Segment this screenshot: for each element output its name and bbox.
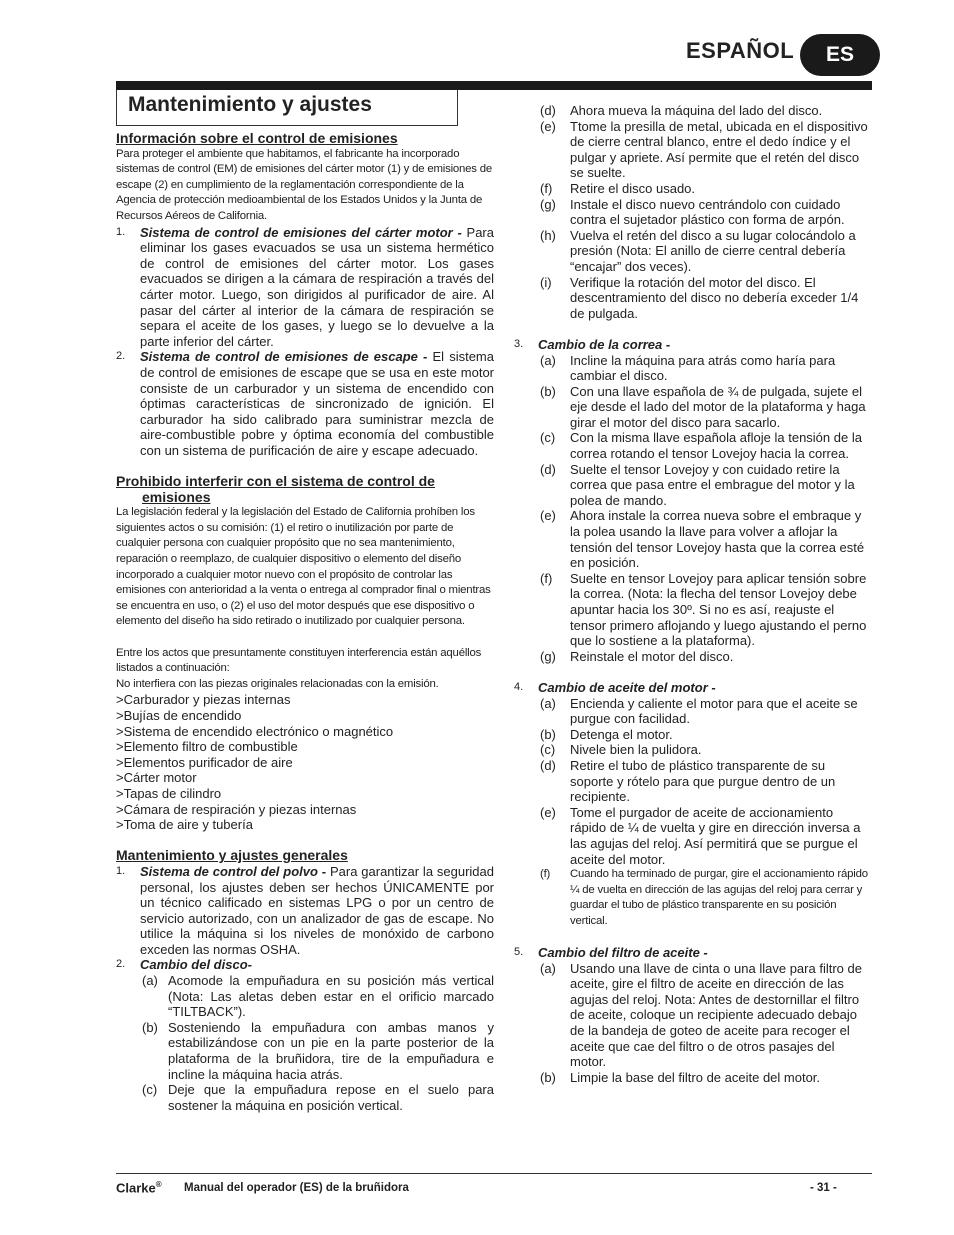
step-letter: (h) — [540, 227, 556, 243]
disc-step — [514, 103, 872, 119]
step-text: Tome el purgador de aceite de accionamiento rápido de ¼ de vuelta y gire en dirección inversa a las agujas del reloj. Así permitirá que se purgue el aceite del motor. — [570, 804, 861, 867]
item-title: Cambio del disco- — [140, 957, 252, 973]
step-letter: (a) — [540, 352, 556, 368]
step-text: Retire el tubo de plástico transparente de su soporte y rótelo para que purgue dentro de un recipiente. — [570, 757, 836, 805]
list-item: >Elemento filtro de combustible — [116, 739, 298, 755]
oil-step — [514, 758, 872, 805]
emissions-intro: Para proteger el ambiente que habitamos, el fabricante ha incorporado sistemas de control (EM) de emisiones del cárter motor (1) y de emisiones de escape (2) en cumplimiento de la reglamentación correspondiente de la Agencia de protección medioambiental de los Estados Unidos y la Junta de Recursos Aéreos de California. — [116, 147, 493, 222]
belt-step — [514, 353, 872, 384]
disc-step — [514, 275, 872, 322]
step-letter: (b) — [142, 1019, 158, 1035]
disc-step — [116, 1020, 494, 1082]
right-column — [514, 103, 872, 1085]
step-text: Detenga el motor. — [570, 726, 673, 742]
step-letter: (g) — [540, 196, 556, 212]
step-text: Ttome la presilla de metal, ubicada en el dispositivo de cierre central blanco, entre el dedo índice y el pulgar y apriete. Así permite que el retén del disco se suelte. — [570, 118, 868, 181]
prohibit-heading — [116, 474, 494, 505]
step-letter: (c) — [142, 1082, 158, 1098]
footer-brand — [116, 1180, 162, 1195]
brand-name: Clarke — [116, 1180, 156, 1196]
disc-step — [514, 181, 872, 197]
step-text: Usando una llave de cinta o una llave para filtro de aceite, gire el filtro de aceite en dirección de las agujas del reloj. Nota: Antes de destornillar el filtro de aceite, coloque un recipiente adecuado debajo de la bandeja de goteo de aceite para recoger el aceite que cae del filtro o de otros pasajes del motor. — [570, 960, 862, 1070]
list-item: >Sistema de encendido electrónico o magnético — [116, 723, 394, 739]
belt-step — [514, 571, 872, 649]
step-text: Suelte el tensor Lovejoy y con cuidado retire la correa que pasa entre el embrague del motor y la polea de mando. — [570, 461, 855, 508]
language-badge: ES — [800, 34, 880, 76]
filter-change-heading — [514, 945, 872, 961]
step-letter: (c) — [540, 742, 556, 758]
step-letter: (a) — [540, 695, 556, 711]
list-item: >Carburador y piezas internas — [116, 692, 291, 708]
step-letter: (e) — [540, 508, 556, 524]
step-letter: (f) — [540, 180, 553, 196]
step-text: Deje que la empuñadura repose en el suelo para sostener la máquina en posición vertical. — [168, 1082, 494, 1113]
step-letter: (c) — [540, 430, 556, 446]
item-number: 3. — [514, 337, 524, 350]
oil-step — [514, 696, 872, 727]
disc-step — [514, 228, 872, 275]
step-text: Incline la máquina para atrás como haría para cambiar el disco. — [570, 352, 836, 384]
step-letter: (d) — [540, 461, 556, 477]
step-text: Reinstale el motor del disco. — [570, 648, 734, 664]
item-title: Cambio del filtro de aceite - — [538, 945, 708, 961]
step-letter: (e) — [540, 118, 556, 134]
step-letter: (f) — [540, 868, 551, 881]
step-text: Vuelva el retén del disco a su lugar colocándolo a presión (Nota: El anillo de cierre central debería “encajar” dos veces). — [570, 227, 856, 274]
filter-step — [514, 961, 872, 1070]
disc-step — [514, 119, 872, 181]
list-item: >Tapas de cilindro — [116, 785, 222, 801]
acts-note: No interfiera con las piezas originales relacionadas con la emisión. — [116, 677, 439, 690]
emissions-item-2 — [116, 349, 494, 458]
belt-step — [514, 384, 872, 431]
page-number: - 31 - — [810, 1182, 837, 1194]
step-text: Con la misma llave española afloje la tensión de la correa rotando el tensor Lovejoy hacia la correa. — [570, 430, 862, 462]
list-item: >Cárter motor — [116, 770, 197, 786]
left-column — [116, 131, 494, 1113]
item-number: 4. — [514, 680, 524, 693]
item-title: Cambio de aceite del motor - — [538, 679, 716, 695]
item-text: El sistema de control de emisiones de escape que se usa en este motor consiste de un carburador y un sistema de encendido con óptimas características de sincronizado de ignición. El carburador ha sido calibrado para suministrar mezcla de aire-combustible pobre y óptima economía del combustible con un sistema de purificación de aire y escape adecuado. — [140, 349, 494, 458]
list-item: >Toma de aire y tubería — [116, 817, 253, 833]
item-title: Sistema de control de emisiones del cárter motor - — [140, 224, 462, 240]
step-text: Nivele bien la pulidora. — [570, 742, 702, 758]
belt-step — [514, 430, 872, 461]
belt-step — [514, 508, 872, 570]
item-title: Sistema de control del polvo - — [140, 863, 327, 879]
step-text: Ahora mueva la máquina del lado del disco. — [570, 103, 823, 118]
step-text: Con una llave española de ¾ de pulgada, sujete el eje desde el lado del motor de la plataforma y haga girar el motor del disco para sacarlo. — [570, 383, 866, 430]
step-text: Ahora instale la correa nueva sobre el embraque y la polea usando la llave para volver a aflojar la tensión del tensor Lovejoy hasta que la correa esté en posición. — [570, 508, 865, 571]
step-text: Encienda y caliente el motor para que el aceite se purgue con facilidad. — [570, 695, 858, 727]
disc-step — [116, 973, 494, 1020]
item-number: 2. — [116, 958, 126, 971]
step-text: Limpie la base del filtro de aceite del motor. — [570, 1069, 821, 1085]
belt-step — [514, 649, 872, 665]
oil-change-heading — [514, 680, 872, 696]
header-rule — [116, 81, 872, 90]
oil-step — [514, 742, 872, 758]
item-number: 1. — [116, 225, 126, 238]
step-text: Verifique la rotación del motor del disco. El descentramiento del disco no debería exceder 1/4 de pulgada. — [570, 274, 859, 321]
manual-title: Manual del operador (ES) de la bruñidora — [184, 1182, 409, 1194]
prohibit-heading-line1: Prohibido interferir con el sistema de control de — [116, 473, 435, 490]
list-item: >Elementos purificador de aire — [116, 754, 293, 770]
step-text: Instale el disco nuevo centrándolo con cuidado contra el sujetador plástico con forma de arpón. — [570, 196, 845, 228]
section-title: Mantenimiento y ajustes — [128, 93, 372, 116]
step-text: Sosteniendo la empuñadura con ambas manos y estabilizándose con un pie en la parte posterior de la plataforma de la bruñidora, tire de la empuñadura e incline la máquina hacia atrás. — [168, 1019, 494, 1082]
step-text: Cuando ha terminado de purgar, gire el accionamiento rápido ¼ de vuelta en dirección de las agujas del reloj para cerrar y guardar el tubo de plástico transparente en su posición vertical. — [570, 868, 868, 927]
item-title: Sistema de control de emisiones de escape - — [140, 349, 428, 365]
step-letter: (b) — [540, 726, 556, 742]
step-letter: (d) — [540, 103, 556, 118]
step-letter: (i) — [540, 274, 552, 290]
item-number: 5. — [514, 946, 524, 959]
filter-step — [514, 1070, 872, 1086]
item-text: Para eliminar los gases evacuados se usa un sistema hermético de control de emisiones del cárter motor. Los gases evacuados se dirigen a la cámara de respiración a través del cárter motor. Luego, son dirigidos al purificador de aire. Al pasar del cárter al interior de la cámara de respiración se separa el aceite de los gases, y luego se lo devuelve a la parte inferior del cárter. — [140, 224, 494, 349]
general-item-1 — [116, 864, 494, 958]
step-letter: (a) — [540, 960, 556, 976]
belt-change-heading — [514, 337, 872, 353]
item-title: Cambio de la correa - — [538, 336, 671, 352]
oil-step — [514, 867, 872, 929]
step-letter: (b) — [540, 1069, 556, 1085]
disc-step — [116, 1082, 494, 1113]
emissions-heading: Información sobre el control de emisiones — [116, 130, 398, 146]
emissions-item-1 — [116, 225, 494, 350]
parts-list — [116, 692, 494, 832]
disc-step — [514, 197, 872, 228]
item-number: 1. — [116, 864, 126, 877]
general-heading: Mantenimiento y ajustes generales — [116, 847, 348, 864]
step-letter: (f) — [540, 570, 553, 586]
acts-intro: Entre los actos que presuntamente constituyen interferencia están aquéllos listados a continuación: — [116, 646, 482, 675]
belt-step — [514, 462, 872, 509]
step-letter: (b) — [540, 383, 556, 399]
step-text: Suelte en tensor Lovejoy para aplicar tensión sobre la correa. (Nota: la flecha del tensor Lovejoy debe apuntar hacia los 30º. Si no es así, reajuste el tensor primero aflojando y luego ajustando el perno que lo sostiene a la plataforma). — [570, 570, 867, 649]
registered-mark: ® — [155, 1180, 162, 1189]
prohibit-text: La legislación federal y la legislación del Estado de California prohíben los siguientes actos o su comisión: (1) el retiro o inutilización por parte de cualquier persona con cualquier propósito que no sea mantenimiento, reparación o reemplazo, de cualquier dispositivo o elemento del diseño incorporado a cualquier motor nuevo con el propósito de controlar las emisiones con anterioridad a la venta o entrega al comprador final o mientras se encuentra en uso, o (2) el uso del motor después que ese dispositivo o elemento del diseño ha sido retirado o inutilizado por cualquier persona. — [116, 506, 491, 628]
item-text: Para garantizar la seguridad personal, los ajustes deben ser hechos ÚNICAMENTE por un técnico calificado en sistemas LPG o por un centro de servicio autorizado, con un analizador de gas de escape. No utilice la máquina si los niveles de monóxido de carbono exceden las normas OSHA. — [140, 863, 494, 957]
language-label: ESPAÑOL — [686, 38, 795, 63]
step-letter: (g) — [540, 648, 556, 664]
section-title-box — [116, 90, 458, 126]
step-text: Retire el disco usado. — [570, 180, 696, 196]
step-text: Acomode la empuñadura en su posición más vertical (Nota: Las aletas deben estar en el orificio marcado “TILTBACK”). — [168, 973, 494, 1020]
oil-step — [514, 805, 872, 867]
footer-rule — [116, 1173, 872, 1174]
step-letter: (d) — [540, 757, 556, 773]
item-number: 2. — [116, 350, 126, 363]
step-letter: (e) — [540, 804, 556, 820]
general-item-2 — [116, 957, 494, 973]
prohibit-heading-line2: emisiones — [142, 488, 211, 505]
list-item: >Cámara de respiración y piezas internas — [116, 801, 357, 817]
list-item: >Bujías de encendido — [116, 707, 242, 723]
step-letter: (a) — [142, 973, 158, 989]
oil-step — [514, 727, 872, 743]
